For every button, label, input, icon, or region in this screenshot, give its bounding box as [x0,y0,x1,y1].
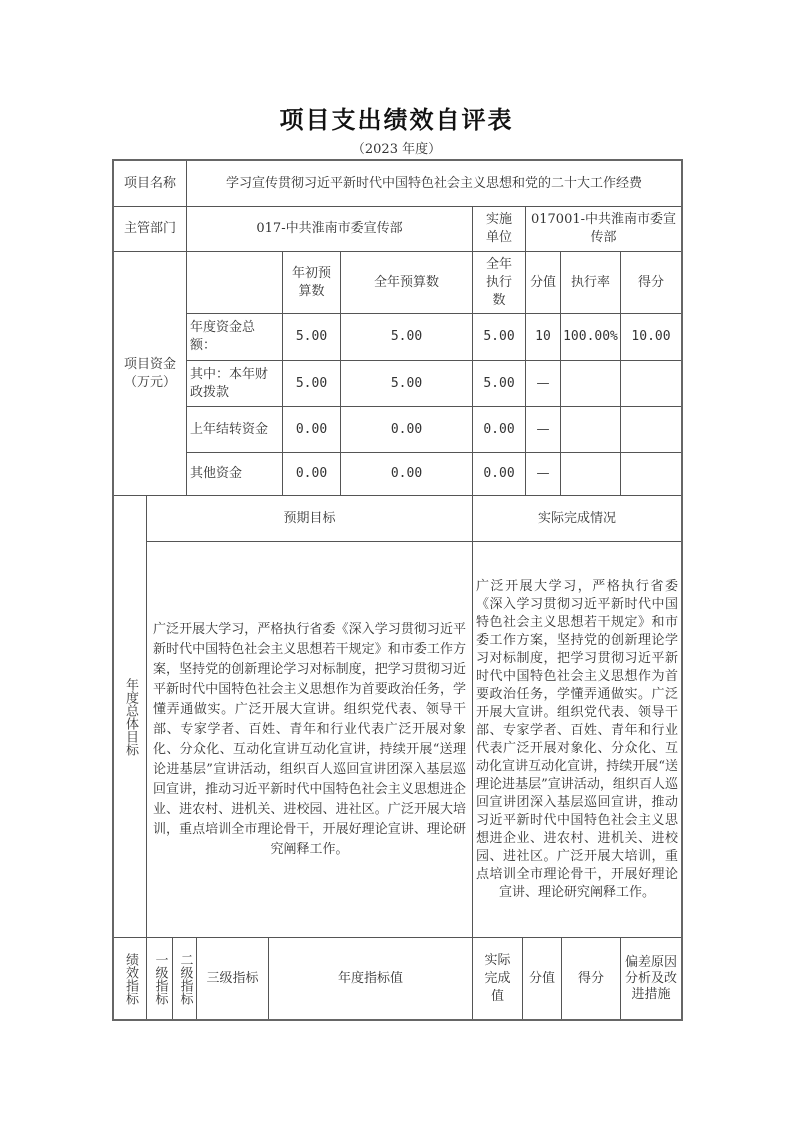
level1-header: 一级指标 [152,952,168,1005]
weight-header: 分值 [522,937,562,1020]
fund-row-initial: 5.00 [282,313,341,361]
actual-result-text: 广泛开展大学习，严格执行省委《深入学习贯彻习近平新时代中国特色社会主义思想若干规定》和市委工作方案，坚持党的创新理论学习对标制度，把学习贯彻习近平新时代中国特色社会主义思想作为首要政治任务，学懂弄通做实。广泛开展大宣讲。组织党代表、领导干部、专家学者、百姓、青年和行业代表广泛开展对象化、分众化、互动化宣讲互动化宣讲，持续开展“送理论进基层”宣讲活动，组织百人巡回宣讲团深入基层巡回宣讲，推动习近平新时代中国特色社会主义思想进企业、进农村、进机关、进校园、进社区。广泛开展大培训，重点培训全市理论骨干，开展好理论宣讲、理论研究阐释工作。 [472,541,682,938]
fund-row-rate [560,452,621,496]
funds-header-blank [186,251,283,314]
annual-value-header: 年度指标值 [268,937,473,1020]
level3-header: 三级指标 [196,937,269,1020]
fund-row-executed: 0.00 [472,452,526,496]
fund-row-initial: 0.00 [282,406,341,453]
level2-header-cell [172,937,197,1020]
project-name-label: 项目名称 [113,160,187,207]
dept-value: 017-中共淮南市委宣传部 [186,206,473,252]
header-annual-budget: 全年预算数 [340,251,473,314]
dept-label: 主管部门 [113,206,187,252]
fund-row-executed: 0.00 [472,406,526,453]
header-execution-rate: 执行率 [560,251,621,314]
indicators-section-label: 绩效指标 [123,952,138,1005]
project-name-value: 学习宣传贯彻习近平新时代中国特色社会主义思想和党的二十大工作经费 [186,160,682,207]
header-annual-execution: 全年执行数 [472,251,526,314]
actual-result-header: 实际完成情况 [472,495,682,542]
header-score-value: 分值 [525,251,561,314]
fund-row-score [620,360,682,407]
goals-section-label-cell [113,495,147,938]
level1-header-cell [146,937,173,1020]
fund-row-weight: — [525,360,561,407]
fund-row-label: 上年结转资金 [186,406,283,453]
document-year: （2023 年度） [351,142,442,157]
fund-row-rate [560,360,621,407]
header-score: 得分 [620,251,682,314]
actual-value-header: 实际完成值 [472,937,523,1020]
fund-row-annual: 0.00 [340,452,473,496]
fund-row-executed: 5.00 [472,360,526,407]
fund-row-rate [560,406,621,453]
document-title: 项目支出绩效自评表 [279,106,514,134]
expected-goal-text: 广泛开展大学习，严格执行省委《深入学习贯彻习近平新时代中国特色社会主义思想若干规定》和市委工作方案，坚持党的创新理论学习对标制度，把学习贯彻习近平新时代中国特色社会主义思想作为首要政治任务，学懂弄通做实。广泛开展大宣讲。组织党代表、领导干部、专家学者、百姓、青年和行业代表广泛开展对象化、分众化、互动化宣讲互动化宣讲，持续开展“送理论进基层”宣讲活动，组织百人巡回宣讲团深入基层巡回宣讲，推动习近平新时代中国特色社会主义思想进企业、进农村、进机关、进校园、进社区。广泛开展大培训，重点培训全市理论骨干，开展好理论宣讲、理论研究阐释工作。 [146,541,473,938]
goals-section-label: 年度总体目标 [123,677,138,756]
header-initial-budget: 年初预算数 [282,251,341,314]
fund-row-weight: 10 [525,313,561,361]
fund-row-rate: 100.00% [560,313,621,361]
fund-row-score [620,452,682,496]
deviation-header: 偏差原因分析及改进措施 [620,937,682,1020]
fund-row-annual: 5.00 [340,360,473,407]
fund-row-initial: 0.00 [282,452,341,496]
fund-row-label: 其他资金 [186,452,283,496]
funds-section-label: 项目资金（万元） [113,251,187,496]
fund-row-executed: 5.00 [472,313,526,361]
fund-row-initial: 5.00 [282,360,341,407]
fund-row-weight: — [525,452,561,496]
impl-unit-label: 实施单位 [472,206,526,252]
score-header: 得分 [561,937,621,1020]
indicators-section-label-cell [113,937,147,1020]
fund-row-weight: — [525,406,561,453]
fund-row-score [620,406,682,453]
fund-row-annual: 5.00 [340,313,473,361]
impl-unit-value: 017001-中共淮南市委宣传部 [525,206,682,252]
fund-row-label: 年度资金总额： [186,313,283,361]
fund-row-score: 10.00 [620,313,682,361]
fund-row-annual: 0.00 [340,406,473,453]
fund-row-label: 其中：本年财政拨款 [186,360,283,407]
expected-goal-header: 预期目标 [146,495,473,542]
level2-header: 二级指标 [177,952,193,1005]
